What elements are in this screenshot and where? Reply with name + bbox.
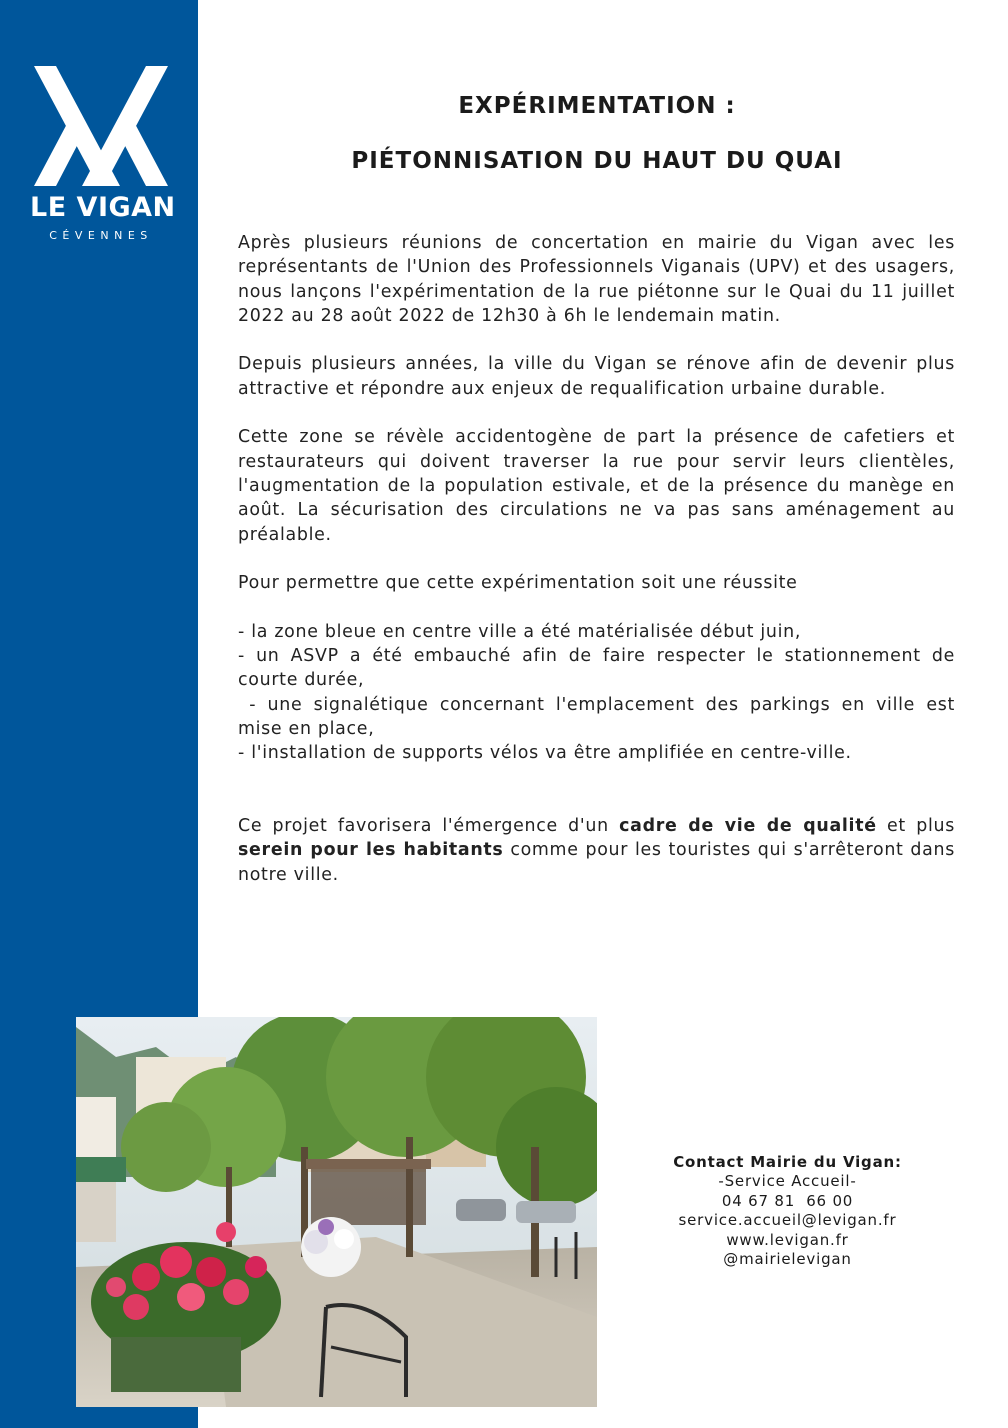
- page-title-line-2: PIÉTONNISATION DU HAUT DU QUAI: [351, 148, 843, 174]
- contact-email: service.accueil@levigan.fr: [678, 1211, 897, 1230]
- closing-bold-1: cadre de vie de qualité: [619, 816, 877, 837]
- paragraph-2: Depuis plusieurs années, la ville du Vigan se rénove afin de devenir plus attractive et répondre aux enjeux de requalification urbaine durable.: [238, 354, 955, 399]
- page-title-line-1: EXPÉRIMENTATION :: [458, 93, 736, 119]
- closing-text-3: comme pour les touristes qui s'arrêteront dans notre ville.: [238, 840, 955, 885]
- contact-social: @mairielevigan: [723, 1250, 852, 1269]
- contact-block: [650, 1153, 925, 1269]
- closing-text-1: Ce projet favorisera l'émergence d'un: [238, 816, 620, 837]
- paragraph-4: Pour permettre que cette expérimentation soit une réussite: [238, 573, 798, 594]
- contact-service: -Service Accueil-: [718, 1172, 857, 1191]
- logo-name: LE VIGAN: [30, 192, 176, 223]
- contact-title: Contact Mairie du Vigan:: [673, 1153, 902, 1171]
- paragraph-3: Cette zone se révèle accidentogène de part la présence de cafetiers et restaurateurs qui doivent traverser la rue pour servir leurs clientèles, l'augmentation de la population estivale, et de la présence du manège en août. La sécurisation des circulations ne va pas sans aménagement au préalable.: [238, 427, 955, 545]
- paragraph-1: Après plusieurs réunions de concertation en mairie du Vigan avec les représentants de l'Union des Professionnels Viganais (UPV) et des usagers, nous lançons l'expérimentation de la rue piétonne sur le Quai du 11 juillet 2022 au 28 août 2022 de 12h30 à 6h le lendemain matin.: [238, 233, 955, 326]
- street-photo: [76, 1017, 597, 1407]
- closing-paragraph: [238, 814, 955, 887]
- list-item: - une signalétique concernant l'emplacement des parkings en ville est mise en place,: [238, 694, 962, 739]
- closing-bold-2: serein pour les habitants: [238, 840, 504, 861]
- list-item: - un ASVP a été embauché afin de faire respecter le stationnement de courte durée,: [238, 646, 955, 691]
- contact-phone: 04 67 81 66 00: [721, 1191, 854, 1210]
- list-item: - la zone bleue en centre ville a été matérialisée début juin,: [238, 621, 802, 642]
- measures-list: [238, 620, 962, 766]
- list-item: - l'installation de supports vélos va être amplifiée en centre-ville.: [238, 743, 852, 764]
- closing-text-2: et plus: [876, 816, 955, 837]
- body-text: [238, 231, 962, 911]
- contact-website: www.levigan.fr: [726, 1230, 849, 1249]
- logo-subtitle: CÉVENNES: [49, 229, 153, 242]
- le-vigan-logo: [30, 62, 176, 242]
- logo-mark-icon: [30, 62, 172, 190]
